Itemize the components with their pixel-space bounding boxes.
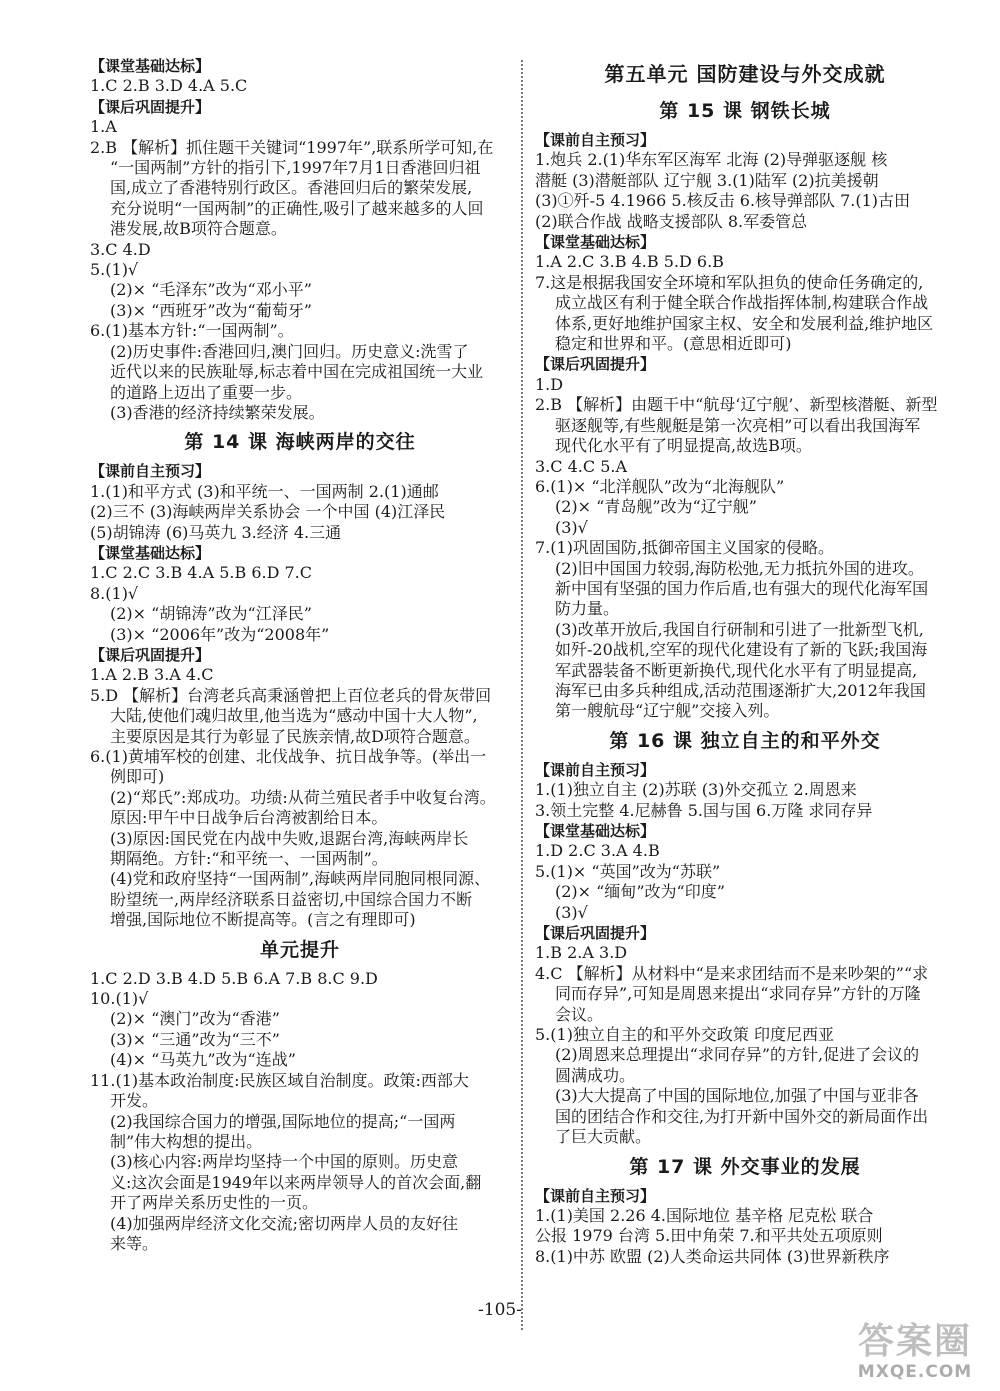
answer-line: 盼望统一,两岸经济联系日益密切,中国综合国力不断 [110, 889, 473, 909]
answer-line: 同而存异”,可知是周恩来提出“求同存异”方针的万隆 [555, 984, 921, 1004]
answer-line: (4)党和政府坚持“一国两制”,海峡两岸同胞同根同源、 [110, 869, 491, 889]
section-tag: 【课堂基础达标】 [90, 543, 211, 562]
answer-line: (2)× “毛泽东”改为“邓小平” [110, 280, 312, 300]
answer-line: 国的团结合作和交往,为打开新中国外交的新局面作出 [555, 1106, 929, 1126]
answer-line: (3)× “西班牙”改为“葡萄牙” [110, 300, 312, 320]
answer-line: 7.(1)巩固国防,抵御帝国主义国家的侵略。 [535, 538, 835, 558]
lesson-heading: 第 15 课 钢铁长城 [659, 100, 831, 122]
section-tag: 【课前自主预习】 [535, 760, 656, 779]
answer-line: 海军已由多兵种组成,活动范围逐渐扩大,2012年我国 [555, 680, 926, 700]
answer-line: (3)核心内容:两岸均坚持一个中国的原则。历史意 [110, 1152, 459, 1172]
answer-line: (5)胡锦涛 (6)马英九 3.经济 4.三通 [90, 522, 342, 542]
answer-line: 5.(1)独立自主的和平外交政策 印度尼西亚 [535, 1025, 835, 1045]
answer-line: 现代化水平有了明显提高,故选B项。 [555, 436, 812, 456]
answer-line: 体系,更好地维护国家主权、安全和发展利益,维护地区 [555, 313, 934, 333]
answer-line: 7.这是根据我国安全环境和军队担负的使命任务确定的, [535, 272, 924, 292]
answer-line: 主要原因是其行为彰显了民族亲情,故D项符合题意。 [110, 726, 480, 746]
section-tag: 【课堂基础达标】 [535, 233, 656, 252]
answer-line: “一国两制”方针的指引下,1997年7月1日香港回归祖 [110, 158, 481, 178]
answer-line: 3.领土完整 4.尼赫鲁 5.国与国 6.万隆 求同存异 [535, 800, 873, 820]
answer-line: 8.(1)√ [90, 583, 139, 603]
unit-title: 第五单元 国防建设与外交成就 [604, 62, 886, 86]
answer-line: (3)①歼-5 4.1966 5.核反击 6.核导弹部队 7.(1)古田 [535, 191, 911, 211]
section-tag: 【课前自主预习】 [535, 1186, 656, 1205]
section-tag: 【课堂基础达标】 [90, 57, 211, 75]
section-tag: 【课堂基础达标】 [535, 822, 656, 840]
answer-line: (3)× “2006年”改为“2008年” [110, 624, 330, 644]
left-column [90, 56, 510, 1254]
answer-line: 第一艘航母“辽宁舰”交接入列。 [555, 701, 780, 721]
answer-line: 6.(1)× “北洋舰队”改为“北海舰队” [535, 476, 785, 496]
answer-line: 1.(1)独立自主 (2)苏联 (3)外交孤立 2.周恩来 [535, 780, 857, 800]
answer-line: 3.C 4.D [90, 239, 151, 259]
answer-line: 期隔绝。方针:“和平统一、一国两制”。 [110, 849, 388, 869]
section-tag: 【课后巩固提升】 [90, 645, 211, 664]
answer-line: 成立战区有利于健全联合作战指挥体制,构建联合作战 [555, 293, 929, 313]
answer-line: 3.C 4.C 5.A [535, 456, 628, 476]
watermark-logo [835, 1322, 995, 1386]
answer-line: 1.D [535, 374, 564, 394]
answer-line: 公报 1979 台湾 5.田中角荣 7.和平共处五项原则 [535, 1226, 883, 1246]
answer-line: 原因:甲午中日战争后台湾被割给日本。 [110, 808, 388, 828]
watermark-url: MXQE.COM [857, 1362, 973, 1382]
answer-line: 的道路上迈出了重要一步。 [110, 382, 303, 402]
answer-line: (4)× “马英九”改为“连战” [110, 1050, 296, 1070]
answer-line: 近代以来的民族耻辱,标志着中国在完成祖国统一大业 [110, 362, 484, 382]
section-tag: 【课后巩固提升】 [535, 924, 656, 943]
lesson-heading: 单元提升 [259, 938, 340, 961]
answer-line: 1.(1)和平方式 (3)和平统一、一国两制 2.(1)通邮 [90, 481, 439, 501]
answer-line: (3)香港的经济持续繁荣发展。 [110, 402, 325, 422]
answer-line: (2)联合作战 战略支援部队 8.军委管总 [535, 211, 808, 231]
column-divider [521, 60, 523, 1330]
answer-line: 1.B 2.A 3.D [535, 943, 628, 963]
answer-line: 1.C 2.D 3.B 4.D 5.B 6.A 7.B 8.C 9.D [90, 968, 378, 988]
answer-line: (2)× “胡锦涛”改为“江泽民” [110, 604, 312, 624]
answer-line: 大陆,使他们魂归故里,他当选为“感动中国十大人物”, [110, 706, 478, 726]
answer-line: (2)三不 (3)海峡两岸关系协会 一个中国 (4)江泽民 [90, 502, 446, 522]
answer-line: 会议。 [555, 1004, 604, 1024]
answer-line: 4.C 【解析】从材料中“是来求团结而不是来吵架的”“求 [535, 963, 929, 983]
right-column [535, 56, 955, 1267]
answer-line: (3)原因:国民党在内战中失败,退踞台湾,海峡两岸长 [110, 828, 469, 848]
answer-line: 开发。 [110, 1091, 159, 1111]
answer-line: 1.A [90, 117, 117, 137]
section-tag: 【课前自主预习】 [90, 462, 211, 481]
answer-line: 6.(1)黄埔军校的创建、北伐战争、抗日战争等。(举出一 [90, 747, 487, 766]
answer-line: 5.(1)√ [90, 260, 139, 280]
answer-line: (3)改革开放后,我国自行研制和引进了一批新型飞机, [555, 619, 924, 639]
answer-line: 制”伟大构想的提出。 [110, 1131, 263, 1151]
answer-line: 1.炮兵 2.(1)华东军区海军 北海 (2)导弹驱逐舰 核 [535, 150, 888, 170]
lesson-heading: 第 16 课 独立自主的和平外交 [609, 729, 881, 752]
answer-line: 1.C 2.C 3.B 4.A 5.B 6.D 7.C [90, 563, 312, 583]
answer-line: 防力量。 [555, 599, 620, 619]
answer-line: 港发展,故B项符合题意。 [110, 219, 287, 239]
answer-line: (3)大大提高了中国的国际地位,加强了中国与亚非各 [555, 1086, 919, 1106]
answer-line: 了巨大贡献。 [555, 1127, 652, 1147]
answer-line: 军武器装备不断更新换代,现代化水平有了明显提高, [555, 660, 918, 680]
answer-line: 来等。 [110, 1233, 159, 1253]
answer-line: (2)× “缅甸”改为“印度” [555, 882, 725, 902]
page-number: -105- [478, 1300, 522, 1320]
answer-line: 圆满成功。 [555, 1065, 636, 1085]
answer-line: 10.(1)√ [90, 989, 149, 1009]
answer-line: (2)旧中国国力较弱,海防松弛,无力抵抗外国的进攻。 [555, 558, 924, 578]
answer-line: 潜艇 (3)潜艇部队 辽宁舰 3.(1)陆军 (2)抗美援朝 [535, 170, 879, 190]
answer-line: (3)√ [555, 517, 588, 537]
answer-line: (2)× “青岛舰”改为“辽宁舰” [555, 497, 757, 517]
answer-line: 如歼-20战机,空军的现代化建设有了新的飞跃;我国海 [555, 640, 928, 660]
section-tag: 【课后巩固提升】 [535, 355, 656, 374]
lesson-heading: 第 17 课 外交事业的发展 [629, 1155, 861, 1178]
answer-line: 2.B 【解析】由题干中“航母‘辽宁舰’、新型核潜艇、新型 [535, 395, 938, 415]
answer-line: 6.(1)基本方针:“一国两制”。 [90, 321, 294, 341]
answer-line: 8.(1)中苏 欧盟 (2)人类命运共同体 (3)世界新秩序 [535, 1246, 890, 1266]
answer-line: 驱逐舰等,有些舰艇是第一次亮相”可以看出我国海军 [555, 415, 921, 435]
answer-line: 5.D 【解析】台湾老兵高秉涵曾把上百位老兵的骨灰带回 [90, 685, 492, 705]
answer-line: (2)我国综合国力的增强,国际地位的提高;“一国两 [110, 1111, 456, 1131]
answer-line: 5.(1)× “英国”改为“苏联” [535, 861, 721, 881]
answer-line: (4)加强两岸经济文化交流;密切两岸人员的友好往 [110, 1213, 459, 1233]
answer-line: 充分说明“一国两制”的正确性,吸引了越来越多的人回 [110, 198, 484, 218]
answer-line: (3)× “三通”改为“三不” [110, 1029, 280, 1049]
answer-line: 1.(1)美国 2.26 4.国际地位 基辛格 尼克松 联合 [535, 1205, 874, 1225]
answer-line: 1.D 2.C 3.A 4.B [535, 841, 660, 861]
answer-line: (2)“郑氏”:郑成功。功绩:从荷兰殖民者手中收复台湾。 [110, 787, 496, 807]
answer-line: (3)√ [555, 902, 588, 922]
answer-line: (2)周恩来总理提出“求同存异”的方针,促进了会议的 [555, 1045, 920, 1065]
answer-line: (2)× “澳门”改为“香港” [110, 1009, 280, 1029]
answer-line: 义:这次会面是1949年以来两岸领导人的首次会面,翻 [110, 1172, 482, 1192]
answer-line: 1.C 2.B 3.D 4.A 5.C [90, 76, 248, 96]
answer-line: 1.A 2.C 3.B 4.B 5.D 6.B [535, 252, 724, 272]
answer-line: 开了两岸关系历史性的一页。 [110, 1193, 319, 1213]
answer-line: 稳定和世界和平。(意思相近即可) [555, 334, 792, 354]
answer-line: 11.(1)基本政治制度:民族区域自治制度。政策:西部大 [90, 1070, 469, 1090]
lesson-heading: 第 14 课 海峡两岸的交往 [184, 431, 416, 454]
answer-line: 增强,国际地位不断提高等。(言之有理即可) [110, 910, 416, 930]
section-tag: 【课后巩固提升】 [90, 97, 211, 116]
section-tag: 【课前自主预习】 [535, 131, 656, 149]
answer-line: 例即可) [110, 767, 165, 787]
answer-line: 1.A 2.B 3.A 4.C [90, 665, 214, 685]
watermark-logo-text: 答案圈 [857, 1321, 972, 1362]
answer-line: 国,成立了香港特别行政区。香港回归后的繁荣发展, [110, 178, 473, 198]
answer-line: 2.B 【解析】抓住题干关键词“1997年”,联系所学可知,在 [90, 137, 494, 157]
answer-line: 新中国有坚强的国力作后盾,也有强大的现代化海军国 [555, 578, 929, 598]
answer-line: (2)历史事件:香港回归,澳门回归。历史意义:洗雪了 [110, 341, 469, 361]
